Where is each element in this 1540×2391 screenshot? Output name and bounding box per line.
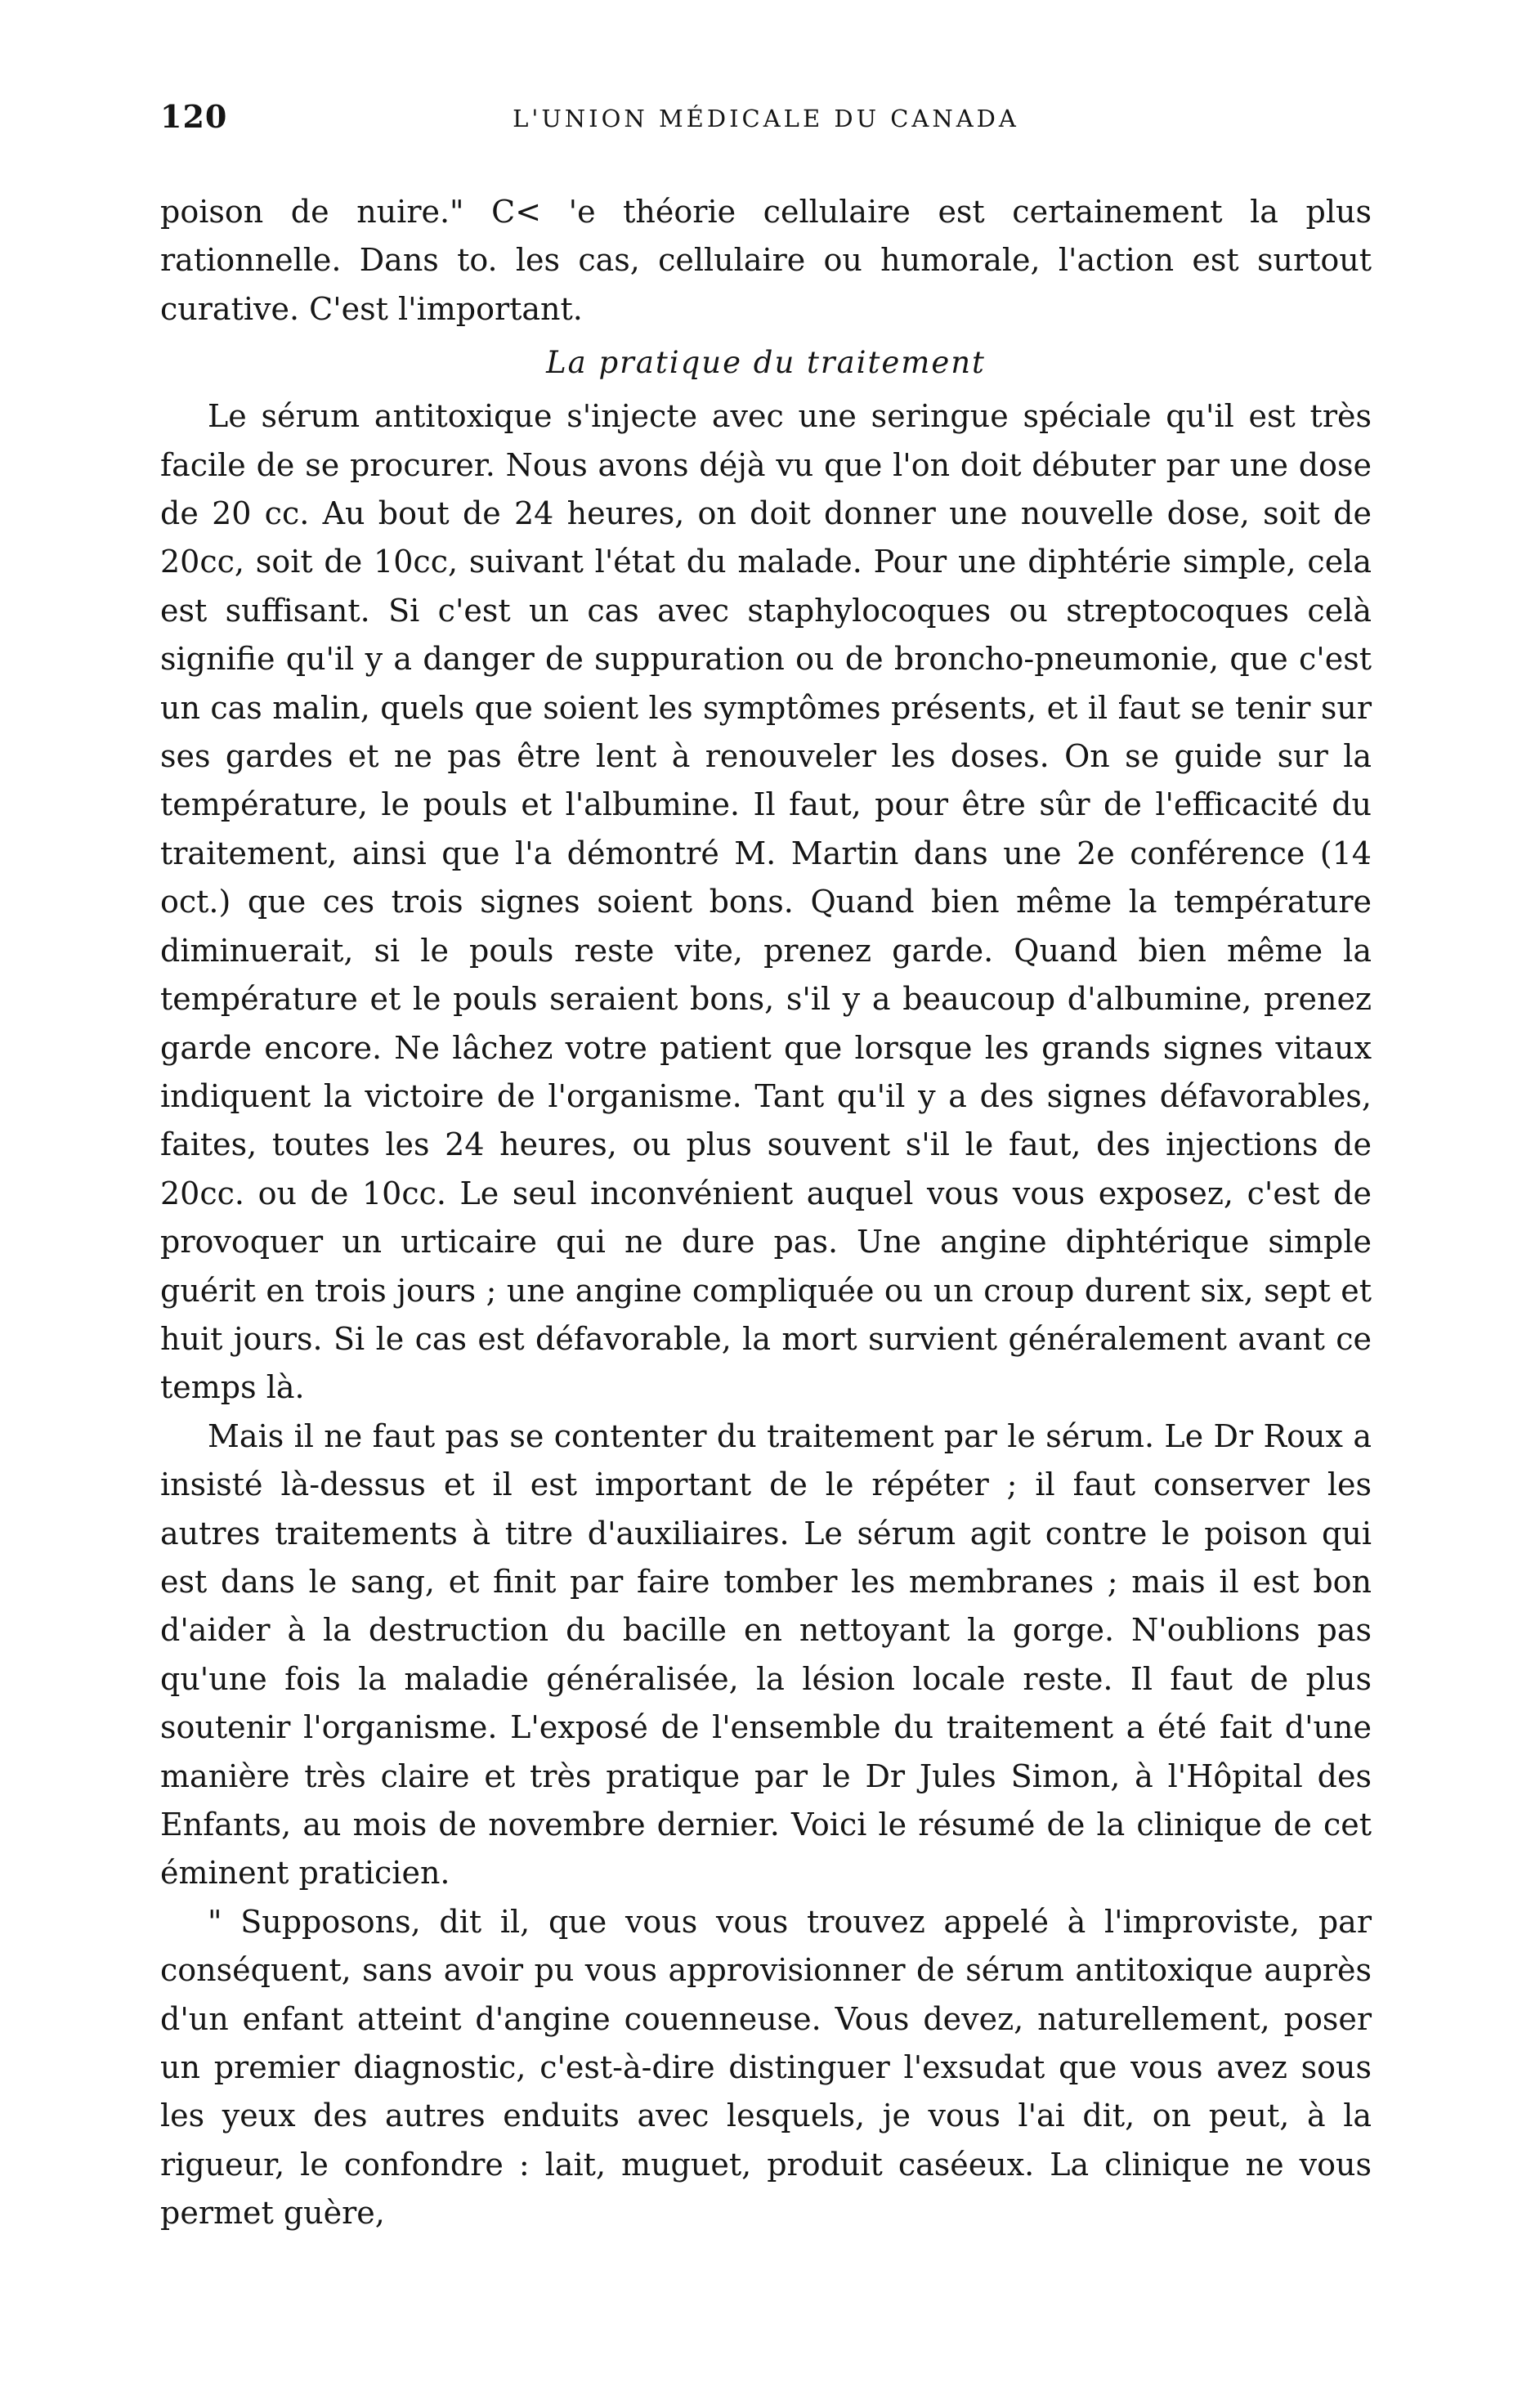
section-heading: La pratique du traitement xyxy=(546,345,986,381)
page-header xyxy=(160,98,1372,147)
page-number: 120 xyxy=(160,98,228,135)
running-title: L'UNION MÉDICALE DU CANADA xyxy=(513,105,1019,132)
body-text xyxy=(160,188,1372,2238)
paragraph-1: Le sérum antitoxique s'injecte avec une seringue spéciale qu'il est très facile de se procurer. Nous avons déjà vu que l'on doit débuter par une dose de 20 cc. Au bout de 24 heures, on doit donner une nouvelle dose, soit de 20cc, soit de 10cc, suivant l'état du malade. Pour une diphtérie simple, cela est suffisant. Si c'est un cas avec staphylocoques ou streptocoques celà signifie qu'il y a danger de suppuration ou de broncho-pneumonie, que c'est un cas malin, quels que soient les symptômes présents, et il faut se tenir sur ses gardes et ne pas être lent à renouveler les doses. On se guide sur la température, le pouls et l'albumine. Il faut, pour être sûr de l'efficacité du traitement, ainsi que l'a démontré M. Martin dans une 2e conférence (14 oct.) que ces trois signes soient bons. Quand bien même la température diminuerait, si le pouls reste vite, prenez garde. Quand bien même la température et le pouls seraient bons, s'il y a beaucoup d'albumine, prenez garde encore. Ne lâchez votre patient que lorsque les grands signes vitaux indiquent la victoire de l'organisme. Tant qu'il y a des signes défavorables, faites, toutes les 24 heures, ou plus souvent s'il le faut, des injections de 20cc. ou de 10cc. Le seul inconvénient auquel vous vous exposez, c'est de provoquer un urticaire qui ne dure pas. Une angine diphtérique simple guérit en trois jours ; une angine compliquée ou un croup durent six, sept et huit jours. Si le cas est défavorable, la mort survient généralement avant ce temps là. xyxy=(160,398,1372,1406)
paragraph-2: Mais il ne faut pas se contenter du traitement par le sérum. Le Dr Roux a insisté là-dessus et il est important de le répéter ; il faut conserver les autres traitements à titre d'auxiliaires. Le sérum agit contre le poison qui est dans le sang, et finit par faire tomber les membranes ; mais il est bon d'aider à la destruction du bacille en nettoyant la gorge. N'oublions pas qu'une fois la maladie généralisée, la lésion locale reste. Il faut de plus soutenir l'organisme. L'exposé de l'ensemble du traitement a été fait d'une manière très claire et très pratique par le Dr Jules Simon, à l'Hôpital des Enfants, au mois de novembre dernier. Voici le résumé de la clinique de cet éminent praticien. xyxy=(160,1417,1372,1892)
paragraph-3: " Supposons, dit il, que vous vous trouvez appelé à l'improviste, par conséquent, sans avoir pu vous approvisionner de sérum antitoxique auprès d'un enfant atteint d'angine couenneuse. Vous devez, naturellement, poser un premier diagnostic, c'est-à-dire distinguer l'exsudat que vous avez sous les yeux des autres enduits avec lesquels, je vous l'ai dit, on peut, à la rigueur, le confondre : lait, muguet, produit caséeux. La clinique ne vous permet guère, xyxy=(160,1903,1372,2232)
document-page xyxy=(160,98,1372,2238)
opening-paragraph: poison de nuire." C< 'e théorie cellulaire est certainement la plus rationnelle. Dans to. les cas, cellulaire ou humorale, l'action est surtout curative. C'est l'important. xyxy=(160,194,1372,327)
